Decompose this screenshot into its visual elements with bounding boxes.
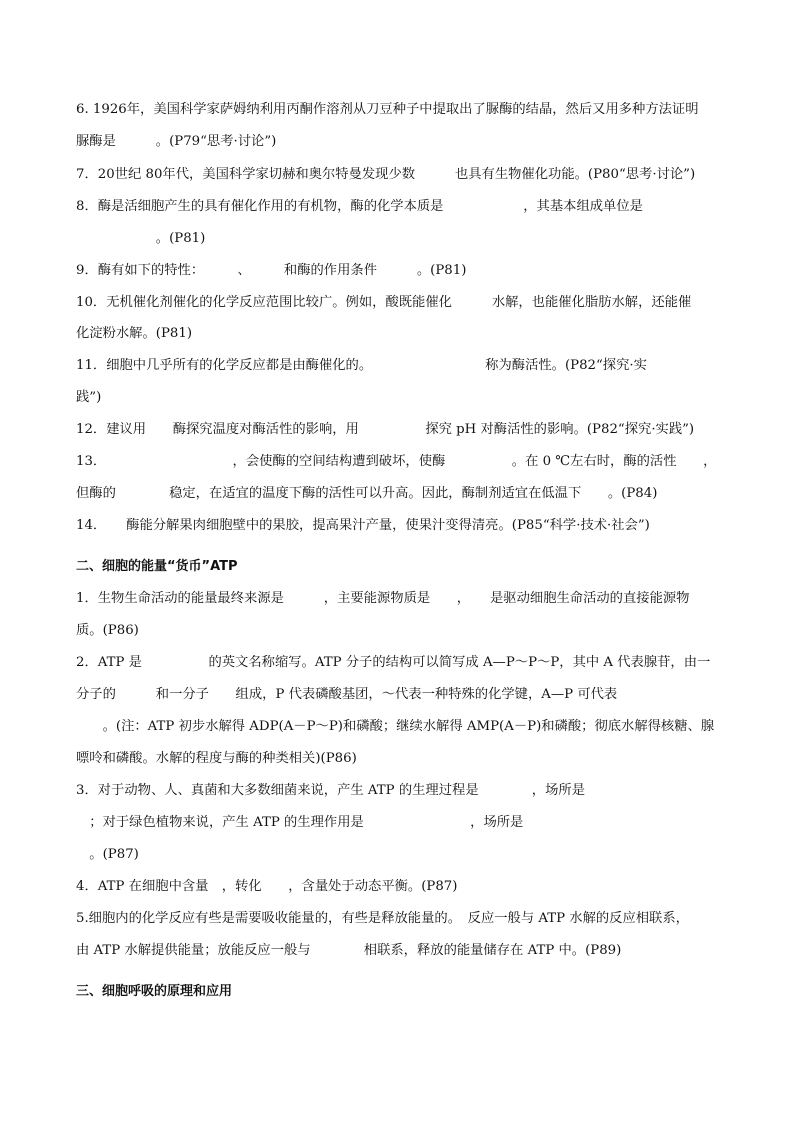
text-line: 由 ATP 水解提供能量；放能反应一般与 相联系，释放的能量储存在 ATP 中。(P89) (76, 943, 622, 958)
text-line: 。(P87) (76, 847, 139, 862)
text-line: 践”) (76, 390, 102, 405)
text-line: 7．20世纪 80年代，美国科学家切赫和奥尔特曼发现少数 也具有生物催化功能。(P80“思考·讨论”) (76, 167, 696, 182)
text-line: 1．生物生命活动的能量最终来源是 ，主要能源物质是 ， 是驱动细胞生命活动的直接能源物 (76, 591, 690, 606)
text-line: 8．酶是活细胞产生的具有催化作用的有机物，酶的化学本质是 ，其基本组成单位是 (76, 199, 643, 214)
text-line: 4．ATP 在细胞中含量 ，转化 ，含量处于动态平衡。(P87) (76, 879, 458, 894)
text-line: 化淀粉水解。(P81) (76, 326, 193, 341)
text-line: 分子的 和一分子 组成，P 代表磷酸基团，～代表一种特殊的化学键，A—P 可代表 (76, 687, 618, 702)
text-line: 。(注：ATP 初步水解得 ADP(A－P～P)和磷酸；继续水解得 AMP(A－P)和磷酸；彻底水解得核糖、腺 (76, 719, 715, 734)
text-line: 脲酶是 。(P79“思考·讨论”) (76, 134, 277, 149)
section-heading: 三、细胞呼吸的原理和应用 (76, 984, 233, 999)
text-line: 12．建议用 酶探究温度对酶活性的影响，用 探究 pH 对酶活性的影响。(P82“探究·实践”) (76, 422, 695, 437)
text-line: 3．对于动物、人、真菌和大多数细菌来说，产生 ATP 的生理过程是 ，场所是 (76, 783, 585, 798)
text-line: 9．酶有如下的特性： 、 和酶的作用条件 。(P81) (76, 263, 467, 278)
text-line: 6. 1926年，美国科学家萨姆纳利用丙酮作溶剂从刀豆种子中提取出了脲酶的结晶，然后又用多种方法证明 (76, 102, 699, 117)
section-heading: 二、细胞的能量“货币”ATP (76, 559, 238, 574)
text-line: 14． 酶能分解果肉细胞壁中的果胶，提高果汁产量，使果汁变得清亮。(P85“科学·技术·社会”) (76, 518, 650, 533)
text-line: 11．细胞中几乎所有的化学反应都是由酶催化的。 称为酶活性。(P82“探究·实 (76, 358, 647, 373)
text-line: 。(P81) (76, 231, 206, 246)
text-line: ；对于绿色植物来说，产生 ATP 的生理作用是 ，场所是 (76, 815, 524, 830)
text-line: 2．ATP 是 的英文名称缩写。ATP 分子的结构可以简写成 A—P～P～P，其中 A 代表腺苷，由一 (76, 655, 711, 670)
text-line: 5.细胞内的化学反应有些是需要吸收能量的，有些是释放能量的。 反应一般与 ATP 水解的反应相联系， (76, 911, 689, 926)
text-line: 13． ，会使酶的空间结构遭到破坏，使酶 。在 0 ℃左右时，酶的活性 ， (76, 454, 717, 469)
text-line: 但酶的 稳定，在适宜的温度下酶的活性可以升高。因此，酶制剂适宜在低温下 。(P84) (76, 486, 658, 501)
text-line: 10．无机催化剂催化的化学反应范围比较广。例如，酸既能催化 水解，也能催化脂肪水解，还能催 (76, 295, 692, 310)
text-line: 嘌呤和磷酸。水解的程度与酶的种类相关)(P86) (76, 751, 357, 766)
text-line: 质。(P86) (76, 623, 139, 638)
